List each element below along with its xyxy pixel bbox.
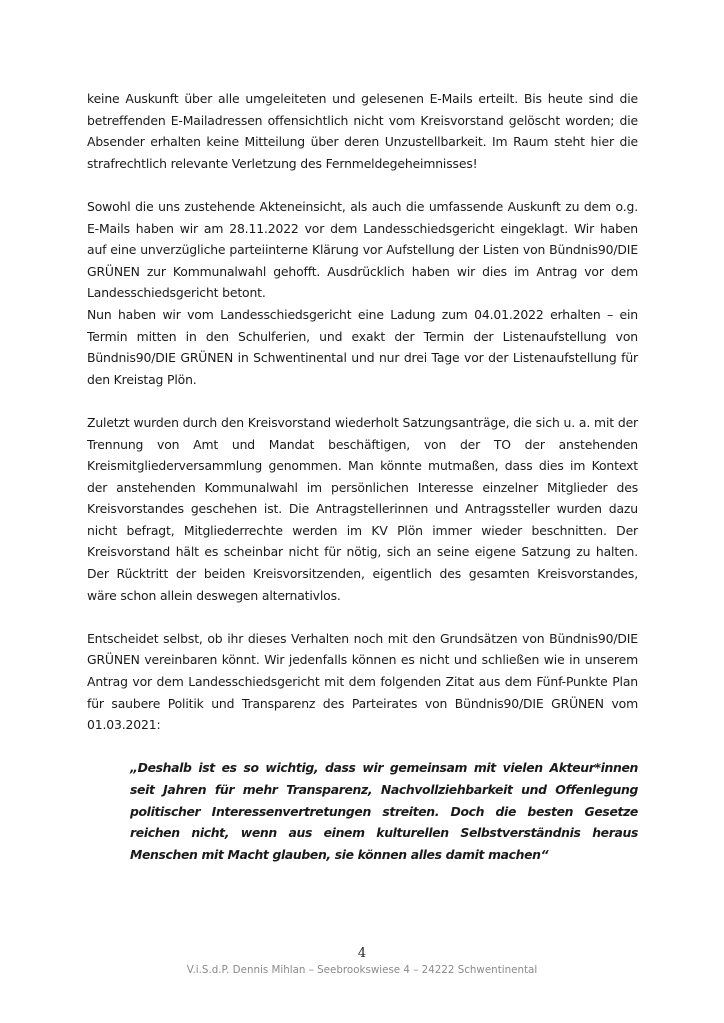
page-number: 4 xyxy=(357,946,367,961)
paragraph-lawsuit: Sowohl die uns zustehende Akteneinsicht, als auch die umfassende Auskunft zu dem o.g. E-Mails haben wir am 28.11.2022 vor dem Landesschiedsgericht eingeklagt. Wir haben auf eine unverzügliche parteiinterne Klärung vor Aufstellung der Listen von Bündnis90/DIE GRÜNEN zur Kommunalwahl gehofft. Ausdrücklich haben wir dies im Antrag vor dem Landesschiedsgericht betont. xyxy=(87,198,638,301)
paragraph-statute-motions: Zuletzt wurden durch den Kreisvorstand wiederholt Satzungsanträge, die sich u. a. mit der Trennung von Amt und Mandat beschäftigen, von der TO der anstehenden Kreismitgliederversammlung genommen. Man könnte mutmaßen, dass dies im Kontext der anstehenden Kommunalwahl im persönlichen Interesse einzelner Mitglieder des Kreisvorstandes geschehen ist. Die Antragstellerinnen und Antragssteller wurden dazu nicht befragt, Mitgliederrechte werden im KV Plön immer wieder beschnitten. Der Kreisvorstand hält es scheinbar nicht für nötig, sich an seine eigene Satzung zu halten. Der Rücktritt der beiden Kreisvorsitzenden, eigentlich des gesamten Kreisvorstandes, wäre schon allein deswegen alternativlos. xyxy=(87,414,638,603)
paragraph-summons: Nun haben wir vom Landesschiedsgericht eine Ladung zum 04.01.2022 erhalten – ein Termin mitten in den Schulferien, und exakt der Termin der Listenaufstellung von Bündnis90/DIE GRÜNEN in Schwentinental und nur drei Tage vor der Listenaufstellung für den Kreistag Plön. xyxy=(87,306,638,387)
paragraph-email-redirect: keine Auskunft über alle umgeleiteten und gelesenen E-Mails erteilt. Bis heute sind die betreffenden E-Mailadressen offensichtlich nicht vom Kreisvorstand gelöscht worden; die Absender erhalten keine Mitteilung über deren Unzustellbarkeit. Im Raum steht hier die strafrechtlich relevante Verletzung des Fernmeldegeheimnisses! xyxy=(87,91,638,171)
document-body xyxy=(87,88,638,865)
footer-imprint: V.i.S.d.P. Dennis Mihlan – Seebrookswiese 4 – 24222 Schwentinental xyxy=(186,964,538,976)
block-quote: „Deshalb ist es so wichtig, dass wir gemeinsam mit vielen Akteur*innen seit Jahren für mehr Transparenz, Nachvollziehbarkeit und Offenlegung politischer Interessenvertretungen streiten. Doch die besten Gesetze reichen nicht, wenn aus einem kulturellen Selbstverständnis heraus Menschen mit Macht glauben, sie können alles damit machen“ xyxy=(130,760,638,862)
paragraph-conclusion: Entscheidet selbst, ob ihr dieses Verhalten noch mit den Grundsätzen von Bündnis90/DIE GRÜNEN vereinbaren könnt. Wir jedenfalls können es nicht und schließen wie in unserem Antrag vor dem Landesschiedsgericht mit dem folgenden Zitat aus dem Fünf-Punkte Plan für saubere Politik und Transparenz des Parteirates von Bündnis90/DIE GRÜNEN vom 01.03.2021: xyxy=(87,630,638,733)
